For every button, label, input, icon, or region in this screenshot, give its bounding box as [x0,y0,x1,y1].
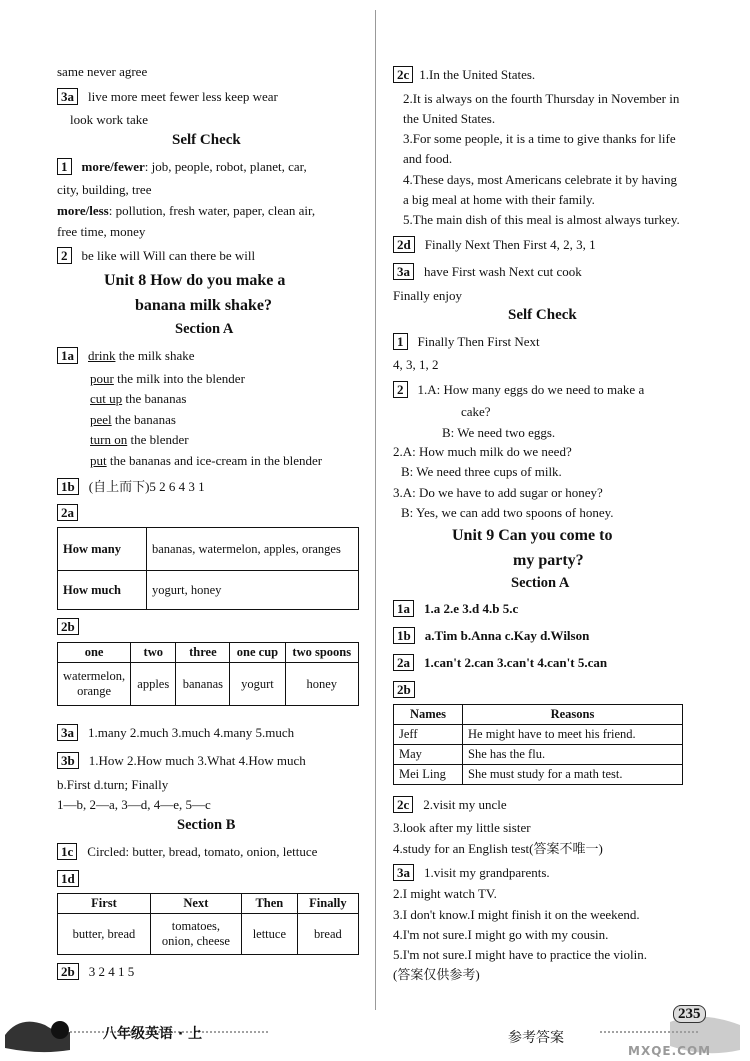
list-item [90,371,245,387]
exercise-text: city, building, tree [57,182,152,197]
table-row [58,528,359,571]
table-cell: bananas, watermelon, apples, oranges [147,528,359,571]
table-header: two [131,643,176,663]
exercise-1b [57,478,205,495]
table-header: one cup [230,643,285,663]
exercise-label: 2b [57,963,79,980]
exercise-label: 3a [393,864,414,881]
exercise-text: look work take [70,112,148,127]
table-header: Names [394,705,463,725]
column-divider [375,10,376,1010]
exercise-label: 2c [393,796,413,813]
exercise-label: 3b [57,752,79,769]
table-1d [57,893,359,955]
table-row [58,914,359,955]
exercise-1a [57,347,195,364]
table-row [394,765,683,785]
table-cell: honey [285,663,358,706]
table-reasons [393,704,683,785]
exercise-2b [393,681,425,698]
exercise-text: 4.These days, most Americans celebrate it by having [403,172,678,187]
exercise-text: B: Yes, we can add two spoons of honey. [401,505,614,520]
exercise-text: : job, people, robot, planet, car, [144,159,307,174]
exercise-label: 1d [57,870,79,887]
exercise-3a [393,263,582,280]
exercise-label: 2b [57,618,79,635]
exercise-text: a big meal at home with their family. [403,192,595,207]
table-header: Then [241,894,297,914]
table-row [58,643,359,663]
exercise-text: 1.many 2.much 3.much 4.many 5.much [88,725,295,740]
verb-phrase: turn on [90,432,128,447]
exercise-text: Circled: butter, bread, tomato, onion, lettuce [87,844,318,859]
verb-phrase: cut up [90,391,123,406]
exercise-label: 3a [393,263,414,280]
table-cell: May [394,745,463,765]
table-2a [57,527,359,610]
table-cell: yogurt [230,663,285,706]
exercise-text: 4.I'm not sure.I might go with my cousin. [393,927,609,942]
table-2b [57,642,359,706]
exercise-label: 1c [57,843,77,860]
section-heading: Section B [177,817,236,833]
exercise-label: 2b [393,681,415,698]
unit-title: Unit 9 Can you come to [452,527,613,544]
self-check-2 [57,247,255,264]
answer-label: 参考答案 [508,1030,564,1046]
exercise-label: 1 [393,333,408,350]
keyword: more/fewer [81,159,145,174]
exercise-text: 3 2 4 1 5 [88,964,135,979]
table-header: First [58,894,151,914]
table-cell: How much [58,571,147,610]
exercise-text: 1.A: How many eggs do we need to make a [417,382,645,397]
table-row [394,725,683,745]
watermark: MXQE.COM [628,1044,712,1058]
list-item [90,432,189,448]
exercise-label: 1a [393,600,414,617]
exercise-2b [57,618,89,635]
exercise-text: 3.For some people, it is a time to give thanks for life [403,131,676,146]
section-heading: Section A [511,575,570,591]
book-title: 八年级英语 · 上 [103,1026,203,1042]
exercise-text: 5.I'm not sure.I might have to practice the violin. [393,947,647,962]
verb-phrase: pour [90,371,114,386]
verb-phrase: put [90,453,107,468]
exercise-label: 3a [57,88,78,105]
exercise-text: 1.How 2.How much 3.What 4.How much [88,753,306,768]
table-cell: bananas [176,663,230,706]
table-header: Finally [297,894,358,914]
exercise-text: be like will Will can there be will [81,248,256,263]
exercise-text: the bananas [111,412,176,427]
table-cell: yogurt, honey [147,571,359,610]
exercise-2b-part2 [57,963,134,980]
exercise-text: live more meet fewer less keep wear [88,89,278,104]
exercise-3a-part2 [393,864,550,881]
table-row [394,705,683,725]
exercise-label: 2 [57,247,72,264]
table-cell: She must study for a math test. [463,765,683,785]
exercise-text: Finally Then First Next [417,334,540,349]
exercise-2c [393,66,535,83]
exercise-2c-part2 [393,796,507,813]
table-cell: bread [297,914,358,955]
verb-phrase: peel [90,412,112,427]
table-row [58,894,359,914]
table-cell: lettuce [241,914,297,955]
table-cell: How many [58,528,147,571]
self-check-1 [393,333,540,350]
exercise-text: 1—b, 2—a, 3—d, 4—e, 5—c [57,797,211,812]
table-cell: watermelon, orange [58,663,131,706]
exercise-text: B: We need two eggs. [442,425,556,440]
exercise-3a-part2 [57,724,294,741]
exercise-label: 1 [57,158,72,175]
exercise-text: 2.A: How much milk do we need? [393,444,572,459]
exercise-3b [57,752,306,769]
table-cell: He might have to meet his friend. [463,725,683,745]
exercise-1d [57,870,89,887]
page-number: 235 [673,1005,706,1023]
exercise-text: 3.I don't know.I might finish it on the weekend. [393,907,640,922]
exercise-1a [393,600,518,617]
exercise-text: (答案仅供参考) [393,967,480,982]
unit-title: my party? [513,552,584,569]
exercise-text: 4.study for an English test(答案不唯一) [393,841,603,856]
table-header: Next [150,894,241,914]
exercise-label: 2a [57,504,78,521]
exercise-text: 4, 3, 1, 2 [393,357,439,372]
self-check-1b [57,203,315,219]
exercise-text: the bananas and ice-cream in the blender [106,453,323,468]
exercise-text: cake? [461,404,491,419]
exercise-text: 3.look after my little sister [393,820,531,835]
exercise-text: the milk shake [115,348,195,363]
table-cell: tomatoes, onion, cheese [150,914,241,955]
exercise-label: 1b [57,478,79,495]
section-heading: Section A [175,321,234,337]
exercise-1b [393,627,589,644]
section-heading: Self Check [172,132,241,148]
page-footer [0,1006,750,1061]
word-list-line: same never agree [57,64,148,79]
self-check-2 [393,381,644,398]
exercise-label: 1b [393,627,415,644]
list-item [90,391,186,407]
table-row [58,663,359,706]
exercise-label: 2c [393,66,413,83]
table-row [394,745,683,765]
verb-phrase: drink [88,348,116,363]
exercise-text: and food. [403,151,453,166]
exercise-text: have First wash Next cut cook [424,264,582,279]
exercise-text: 2.visit my uncle [423,797,507,812]
exercise-text: Finally Next Then First 4, 2, 3, 1 [424,237,596,252]
list-item [90,412,176,428]
exercise-label: 2a [393,654,414,671]
exercise-label: 1a [57,347,78,364]
exercise-1c [57,843,317,860]
table-header: three [176,643,230,663]
exercise-text: 3.A: Do we have to add sugar or honey? [393,485,603,500]
exercise-text: 1.a 2.e 3.d 4.b 5.c [424,601,519,616]
exercise-text: the United States. [403,111,496,126]
exercise-text: 1.In the United States. [419,67,536,82]
exercise-2a [57,504,88,521]
exercise-text: a.Tim b.Anna c.Kay d.Wilson [424,628,590,643]
table-header: Reasons [463,705,683,725]
list-item [90,453,322,469]
unit-title: banana milk shake? [135,297,272,314]
section-heading: Self Check [508,307,577,323]
exercise-label: 2 [393,381,408,398]
table-row [58,571,359,610]
exercise-text: 5.The main dish of this meal is almost always turkey. [403,212,680,227]
exercise-text: 1.can't 2.can 3.can't 4.can't 5.can [424,655,608,670]
exercise-2a [393,654,607,671]
exercise-label: 3a [57,724,78,741]
exercise-text: 1.visit my grandparents. [424,865,550,880]
unit-title: Unit 8 How do you make a [104,272,286,289]
exercise-text: B: We need three cups of milk. [401,464,562,479]
exercise-text: the blender [127,432,189,447]
table-cell: Jeff [394,725,463,745]
exercise-label: 2d [393,236,415,253]
table-header: two spoons [285,643,358,663]
table-cell: She has the flu. [463,745,683,765]
table-cell: Mei Ling [394,765,463,785]
exercise-text: b.First d.turn; Finally [57,777,169,792]
exercise-text: 2.It is always on the fourth Thursday in November in [403,91,680,106]
self-check-1 [57,158,307,175]
table-cell: apples [131,663,176,706]
exercise-text: the bananas [122,391,187,406]
exercise-text: : pollution, fresh water, paper, clean air, [108,203,316,218]
exercise-2d [393,236,596,253]
exercise-text: Finally enjoy [393,288,462,303]
table-cell: butter, bread [58,914,151,955]
table-header: one [58,643,131,663]
keyword: more/less [57,203,109,218]
exercise-3a [57,88,278,105]
exercise-text: free time, money [57,224,146,239]
exercise-text: (自上而下)5 2 6 4 3 1 [88,479,205,494]
exercise-text: 2.I might watch TV. [393,886,497,901]
exercise-text: the milk into the blender [113,371,245,386]
